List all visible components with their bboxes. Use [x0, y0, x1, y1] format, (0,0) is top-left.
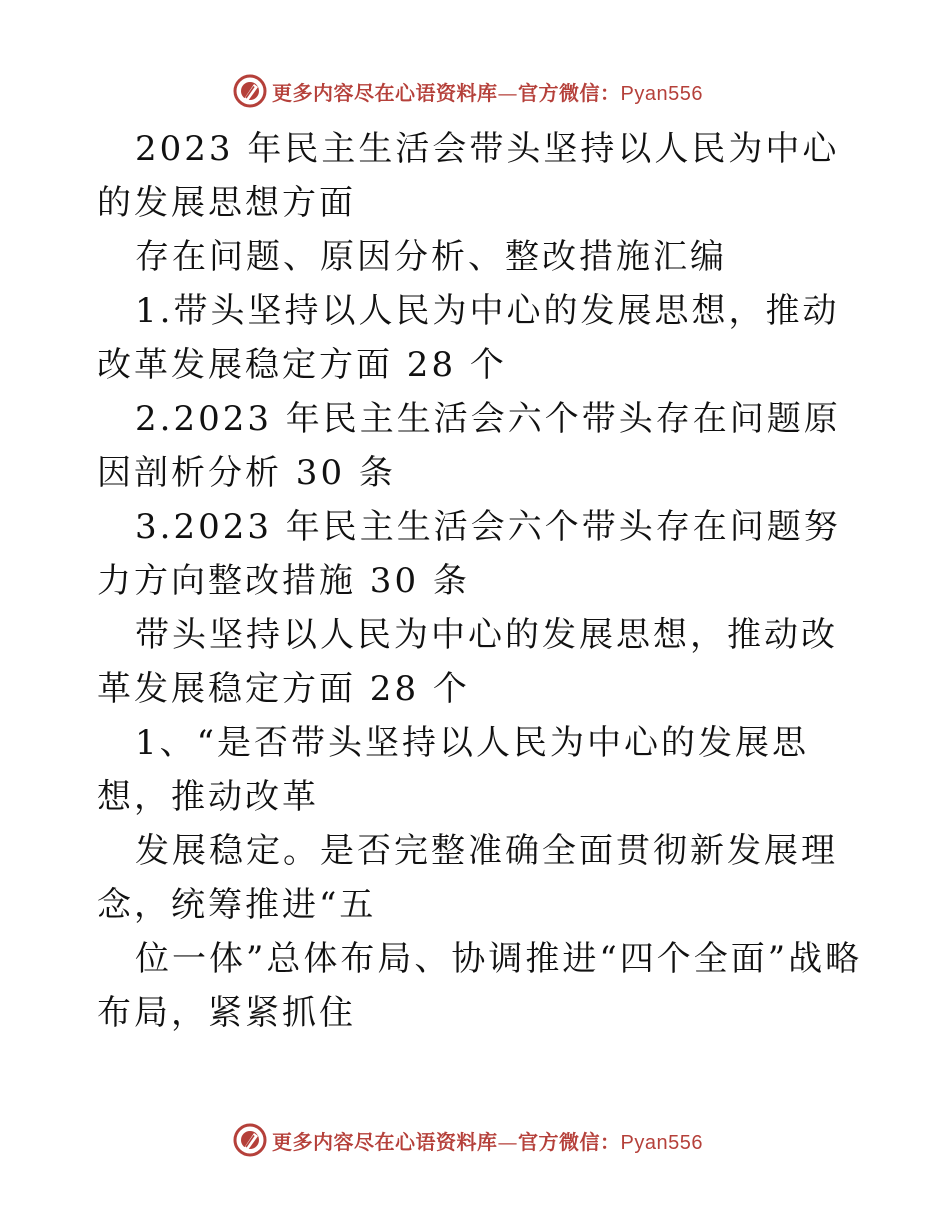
watermark-id: Pyan556 [620, 1131, 703, 1154]
body-paragraph: 位一体”总体布局、协调推进“四个全面”战略布局，紧紧抓住 [97, 939, 863, 1033]
watermark-text: 更多内容尽在心语资料库 [272, 80, 498, 105]
body-paragraph: 1、“是否带头坚持以人民为中心的发展思想，推动改革 [97, 723, 810, 817]
toc-item-1: 1.带头坚持以人民为中心的发展思想，推动改革发展稳定方面 28 个 [97, 291, 840, 385]
watermark-dash: — [497, 1129, 518, 1154]
pen-nib-circle-icon [232, 73, 268, 109]
watermark-label: 官方微信： [518, 80, 621, 105]
toc-item-3: 3.2023 年民主生活会六个带头存在问题努力方向整改措施 30 条 [97, 507, 841, 601]
watermark-banner-bottom [232, 1120, 718, 1160]
doc-title: 2023 年民主生活会带头坚持以人民为中心的发展思想方面 [97, 129, 840, 223]
section-heading: 带头坚持以人民为中心的发展思想，推动改革发展稳定方面 28 个 [97, 615, 838, 709]
watermark-text: 更多内容尽在心语资料库 [272, 1129, 498, 1154]
watermark-banner-top [232, 71, 718, 111]
body-paragraph: 发展稳定。是否完整准确全面贯彻新发展理念，统筹推进“五 [97, 831, 838, 925]
watermark-label: 官方微信： [518, 1129, 621, 1154]
watermark-id: Pyan556 [620, 82, 703, 105]
doc-subtitle: 存在问题、原因分析、整改措施汇编 [135, 237, 727, 277]
document-body [97, 122, 867, 1040]
toc-item-2: 2.2023 年民主生活会六个带头存在问题原因剖析分析 30 条 [97, 399, 841, 493]
pen-nib-circle-icon [232, 1122, 268, 1158]
watermark-dash: — [497, 80, 518, 105]
